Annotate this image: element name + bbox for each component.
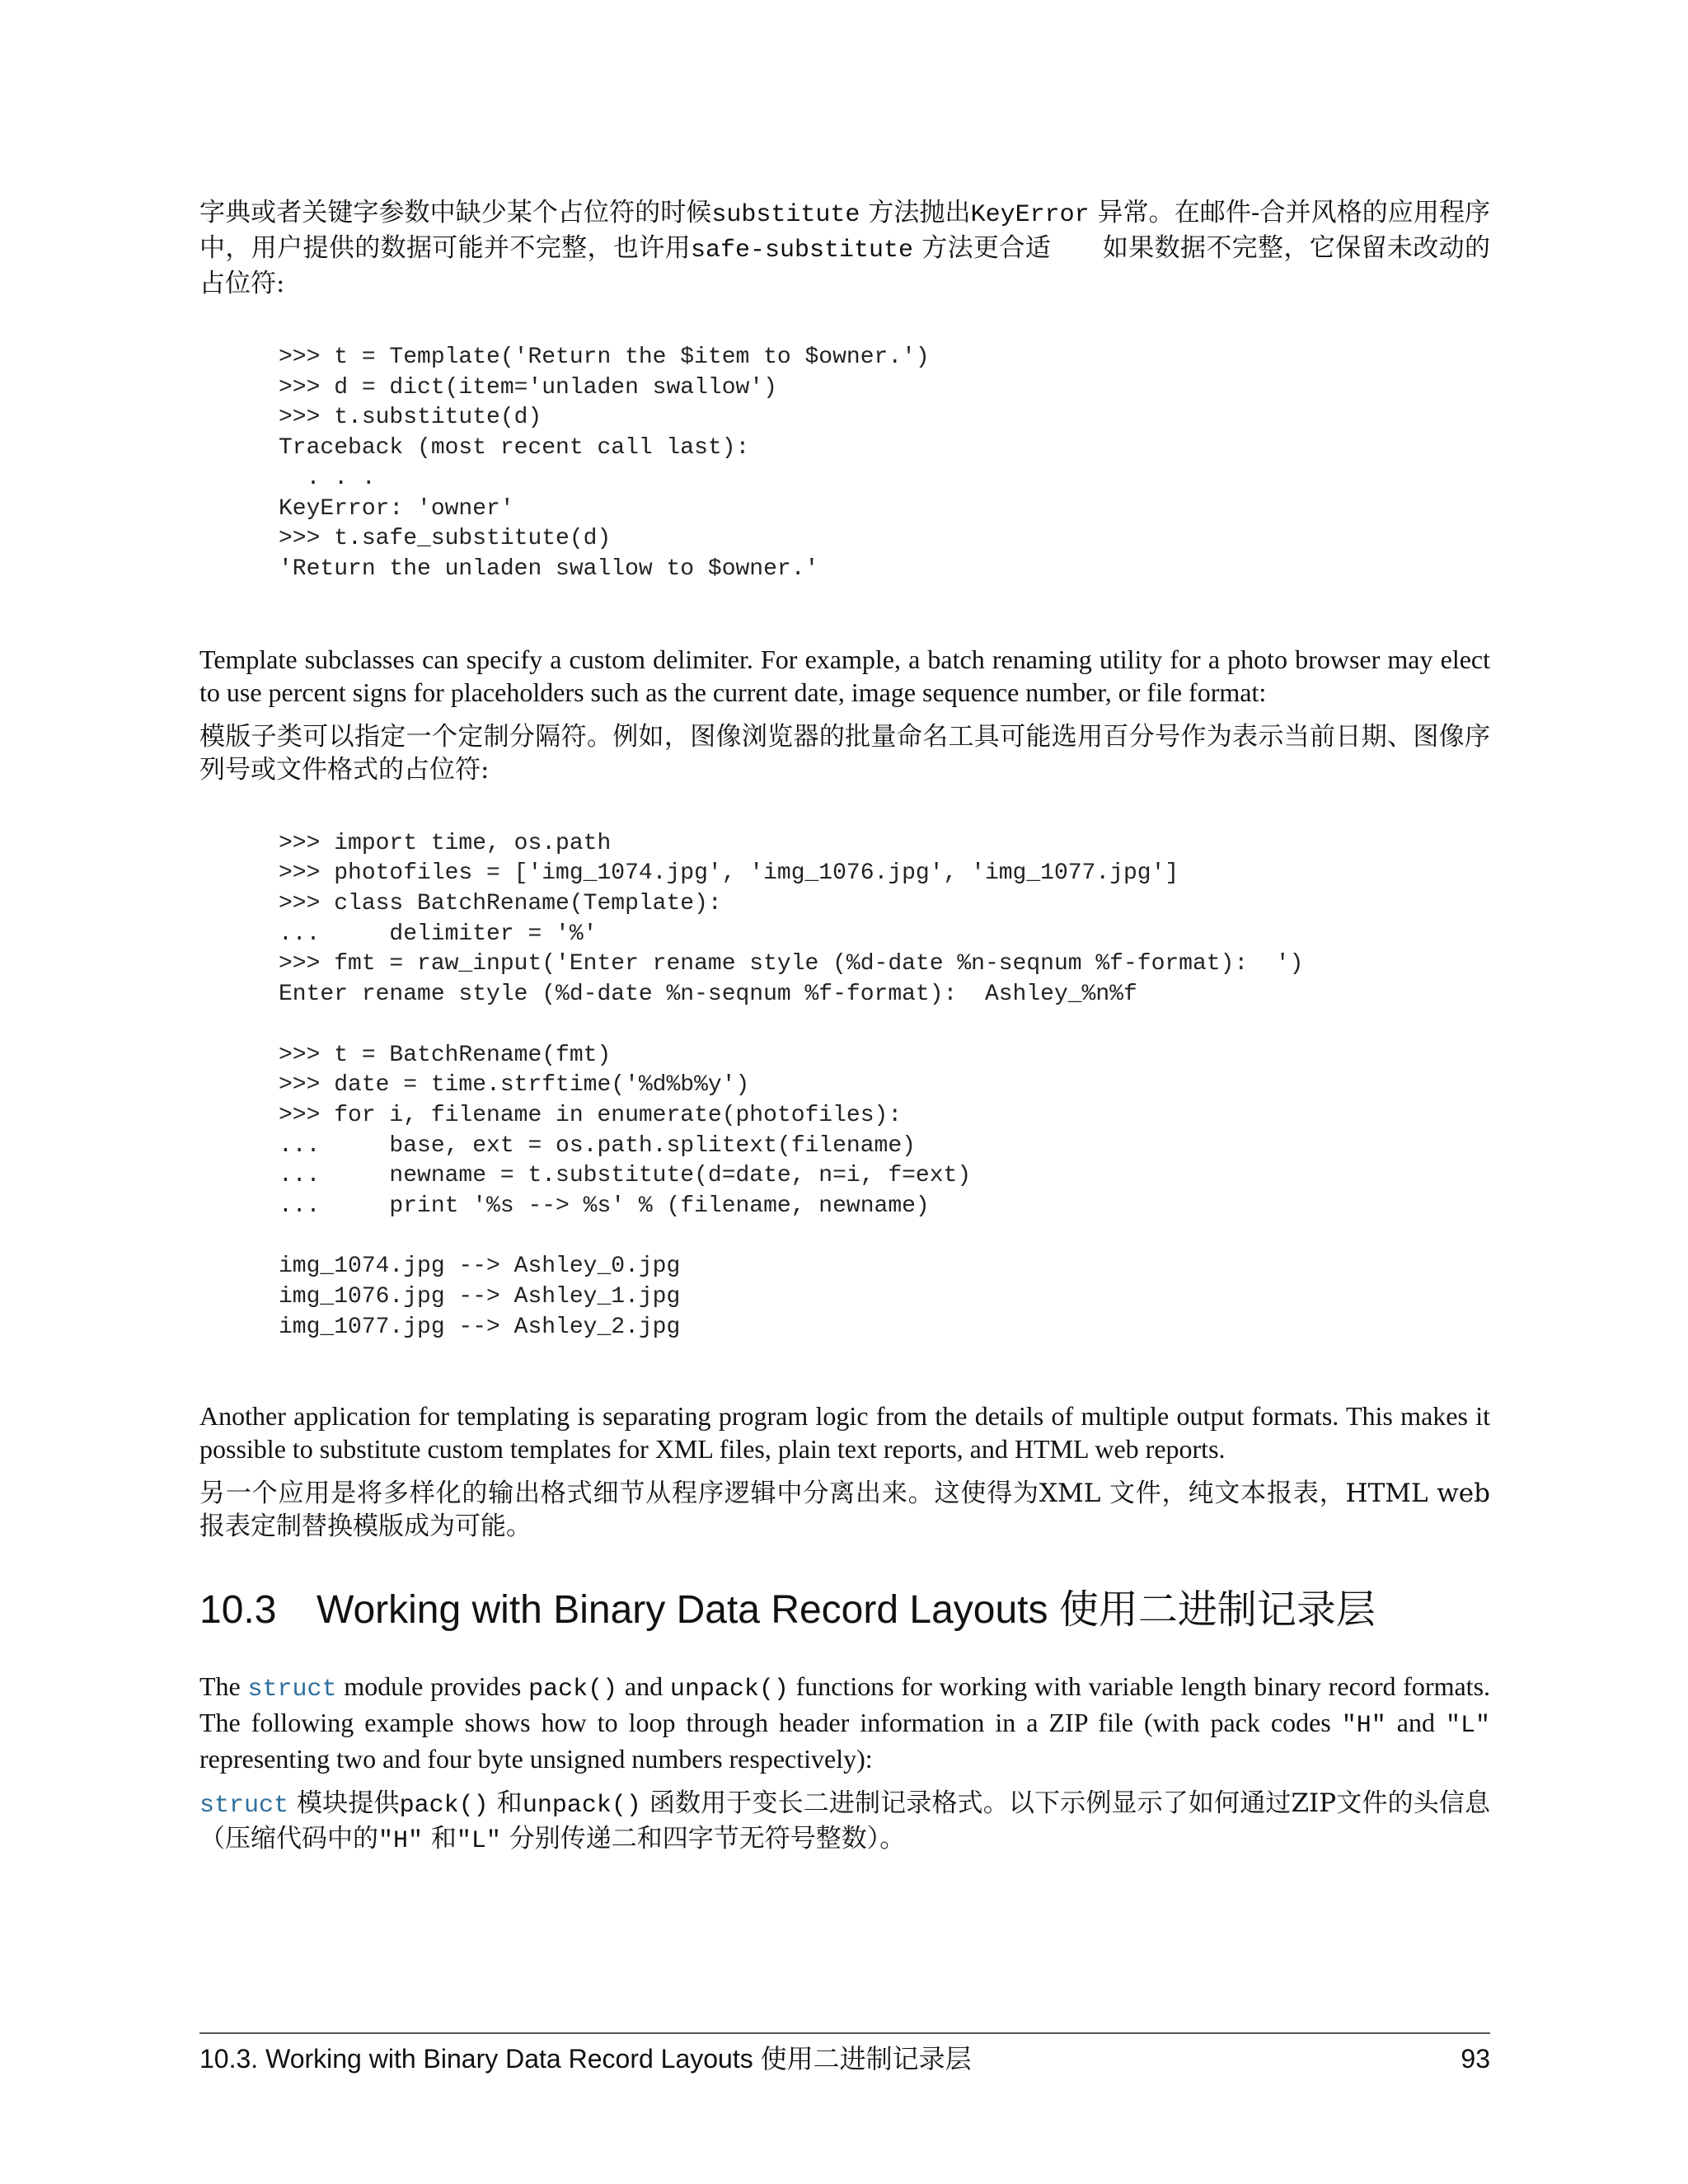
templating-paragraph-en: Another application for templating is separating program logic from the details of multiple output formats. This makes it possible to substitute custom templates for XML files, plain text reports, and HTML web reports.	[199, 1400, 1490, 1464]
struct-text-4: functions for working with variable length binary record formats. The following example shows how to loop through header information in a ZIP file (with pack codes	[199, 1671, 1491, 1737]
struct-text-5: and	[1386, 1707, 1446, 1737]
footer-divider	[199, 2032, 1490, 2034]
section-heading	[199, 1587, 1490, 1633]
delimiter-paragraph-en: Template subclasses can specify a custom delimiter. For example, a batch renaming utility for a photo browser may elect to use percent signs for placeholders such as the current date, image sequence number, or file format:	[199, 644, 1490, 707]
intro-text-3: 异常。在邮件-合并风格的应用程序中，用户提供的数据可能并不完整，也许用	[199, 198, 1491, 263]
intro-text-2: 方法抛出	[860, 198, 971, 227]
struct-module-link-zh[interactable]: struct	[199, 1791, 289, 1820]
page-number: 93	[1461, 2044, 1490, 2074]
intro-paragraph	[199, 196, 1490, 300]
code-l-zh: "L"	[456, 1826, 501, 1855]
code-block-template: >>> t = Template('Return the $item to $owner.') >>> d = dict(item='unladen swallow') >>> t.substitute(d) Traceback (most recent call last): . . . KeyError: 'owner' >>> t.safe_substitute(d) 'Return the unladen swallow to $owner.'	[279, 344, 930, 582]
code-unpack-zh: unpack()	[522, 1791, 641, 1820]
struct-module-link[interactable]: struct	[247, 1675, 337, 1704]
page-content	[199, 196, 1490, 1858]
struct-text-3: and	[617, 1671, 670, 1701]
section-number: 10.3	[199, 1587, 277, 1632]
struct-text-6: representing two and four byte unsigned numbers respectively):	[199, 1743, 873, 1774]
struct-paragraph-zh	[199, 1787, 1490, 1858]
code-safe-substitute: safe-substitute	[691, 237, 914, 265]
code-h: "H"	[1341, 1711, 1386, 1740]
code-h-zh: "H"	[378, 1826, 424, 1855]
struct-zh-text-3: 函数用于变长二进制记录格式。以下示例显示了如何通过ZIP文件的头信息（压缩代码中的	[199, 1788, 1491, 1854]
code-pack: pack()	[528, 1675, 618, 1704]
footer-section-title: 10.3. Working with Binary Data Record Layouts 使用二进制记录层	[199, 2044, 972, 2074]
struct-zh-text-1: 模块提供	[288, 1788, 400, 1818]
struct-paragraph-en	[199, 1670, 1490, 1775]
intro-text-1: 字典或者关键字参数中缺少某个占位符的时候	[199, 198, 712, 227]
struct-zh-text-4: 和	[423, 1823, 457, 1854]
section-title: Working with Binary Data Record Layouts 使用二进制记录层	[316, 1587, 1376, 1632]
page-footer	[199, 2042, 1490, 2075]
code-substitute: substitute	[711, 201, 860, 229]
delimiter-paragraph-zh: 模版子类可以指定一个定制分隔符。例如，图像浏览器的批量命名工具可能选用百分号作为表示当前日期、图像序列号或文件格式的占位符:	[199, 721, 1490, 785]
struct-text-1: The	[199, 1671, 248, 1701]
templating-paragraph-zh: 另一个应用是将多样化的输出格式细节从程序逻辑中分离出来。这使得为XML 文件，纯文本报表，HTML web 报表定制替换模版成为可能。	[199, 1478, 1490, 1541]
struct-text-2: module provides	[336, 1671, 529, 1701]
intro-text-4: 方法更合适 如果数据不完整，它保留未改动的占位符:	[199, 233, 1490, 298]
code-unpack: unpack()	[669, 1675, 789, 1704]
code-keyerror: KeyError	[970, 201, 1090, 229]
code-block-batch-rename: >>> import time, os.path >>> photofiles = ['img_1074.jpg', 'img_1076.jpg', 'img_1077.jpg'] >>> class BatchRename(Template): ... delimiter = '%' >>> fmt = raw_input('Enter rename style (%d-date %n-seqnum %f-format): ') Enter rename style (%d-date %n-seqnum %f-format): Ashley_%n%f >>> t = BatchRename(fmt) >>> date = time.strftime('%d%b%y') >>> for i, filename in enumerate(photofiles): ... base, ext = os.path.splitext(filename) ... newname = t.substitute(d=date, n=i, f=ext) ... print '%s --> %s' % (filename, newname) img_1074.jpg --> Ashley_0.jpg img_1076.jpg --> Ashley_1.jpg img_1077.jpg --> Ashley_2.jpg	[279, 830, 1304, 1340]
code-l: "L"	[1446, 1711, 1491, 1740]
code-pack-zh: pack()	[399, 1791, 489, 1820]
struct-zh-text-2: 和	[488, 1788, 523, 1818]
struct-zh-text-5: 分别传递二和四字节无符号整数）。	[500, 1823, 906, 1854]
